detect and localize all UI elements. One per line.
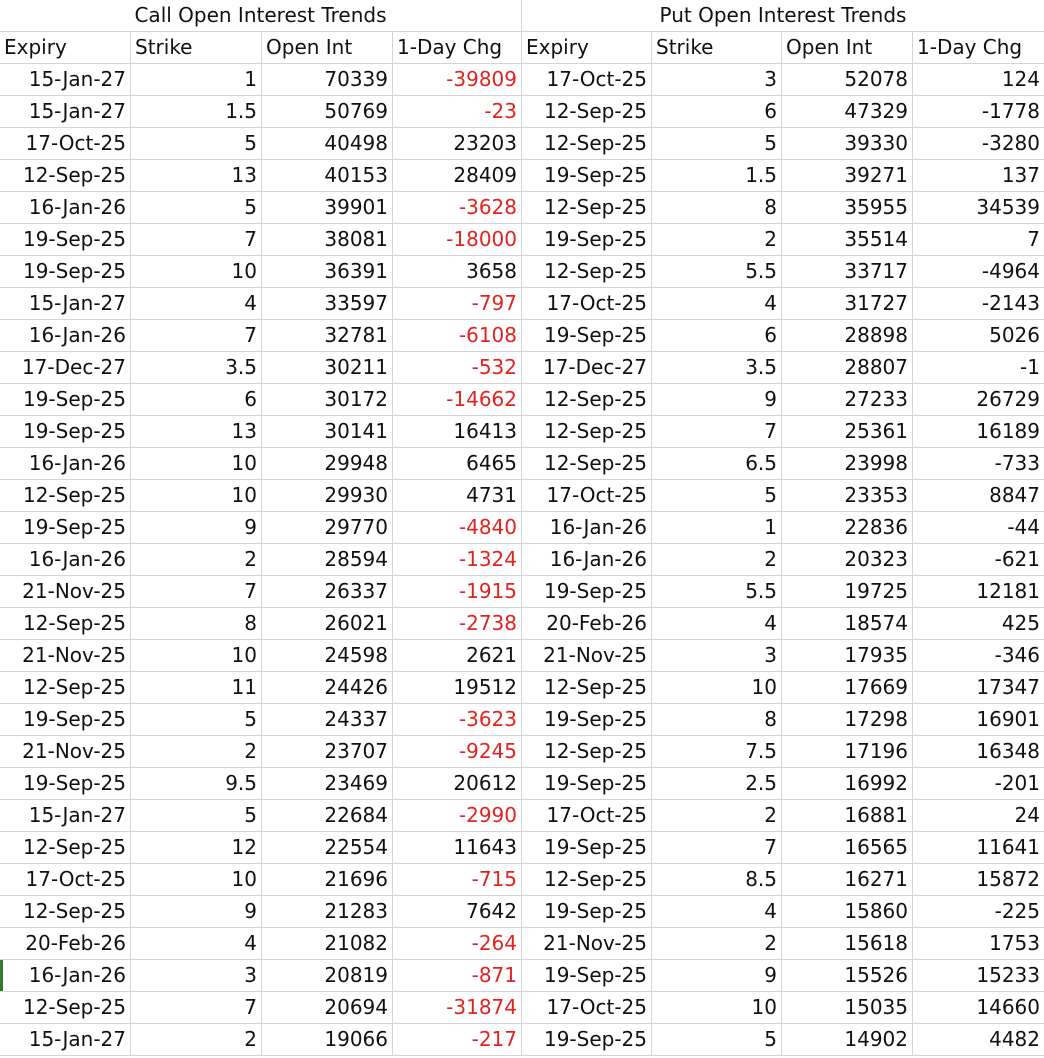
call-cell-open-int[interactable]: 29930 [262, 480, 393, 512]
put-cell-strike[interactable]: 4 [652, 608, 782, 640]
put-cell-strike[interactable]: 5 [652, 1024, 782, 1056]
call-cell-strike[interactable]: 10 [131, 448, 262, 480]
put-cell-open-int[interactable]: 17196 [782, 736, 913, 768]
put-cell-expiry[interactable]: 12-Sep-25 [522, 672, 652, 704]
call-cell-expiry[interactable]: 12-Sep-25 [0, 896, 131, 928]
call-cell-expiry[interactable]: 17-Dec-27 [0, 352, 131, 384]
put-cell-open-int[interactable]: 22836 [782, 512, 913, 544]
put-cell-open-int[interactable]: 35955 [782, 192, 913, 224]
put-cell-expiry[interactable]: 19-Sep-25 [522, 224, 652, 256]
call-cell-expiry[interactable]: 15-Jan-27 [0, 1024, 131, 1056]
call-cell-expiry[interactable]: 12-Sep-25 [0, 160, 131, 192]
table-row [0, 384, 1044, 416]
call-cell-open-int[interactable]: 36391 [262, 256, 393, 288]
put-cell-1-day-chg[interactable]: 11641 [913, 832, 1044, 864]
put-cell-strike[interactable]: 5.5 [652, 256, 782, 288]
put-cell-strike[interactable]: 7.5 [652, 736, 782, 768]
put-cell-1-day-chg[interactable]: 425 [913, 608, 1044, 640]
put-cell-strike[interactable]: 4 [652, 896, 782, 928]
put-cell-expiry[interactable]: 17-Oct-25 [522, 800, 652, 832]
put-cell-strike[interactable]: 7 [652, 832, 782, 864]
table-row [0, 448, 1044, 480]
table-row [0, 960, 1044, 992]
call-cell-expiry[interactable]: 15-Jan-27 [0, 288, 131, 320]
put-cell-1-day-chg[interactable]: -1778 [913, 96, 1044, 128]
put-cell-expiry[interactable]: 17-Oct-25 [522, 288, 652, 320]
call-cell-expiry[interactable]: 20-Feb-26 [0, 928, 131, 960]
put-cell-open-int[interactable]: 14902 [782, 1024, 913, 1056]
call-cell-strike[interactable]: 1 [131, 64, 262, 96]
call-cell-open-int[interactable]: 22554 [262, 832, 393, 864]
call-cell-1-day-chg[interactable]: 2621 [393, 640, 522, 672]
put-cell-1-day-chg[interactable]: -2143 [913, 288, 1044, 320]
call-cell-strike[interactable]: 2 [131, 544, 262, 576]
put-cell-open-int[interactable]: 52078 [782, 64, 913, 96]
table-row [0, 992, 1044, 1024]
call-cell-expiry[interactable]: 19-Sep-25 [0, 704, 131, 736]
put-cell-expiry[interactable]: 19-Sep-25 [522, 320, 652, 352]
table-row [0, 352, 1044, 384]
call-cell-open-int[interactable]: 22684 [262, 800, 393, 832]
call-cell-1-day-chg[interactable]: -39809 [393, 64, 522, 96]
table-row [0, 544, 1044, 576]
call-cell-strike[interactable]: 4 [131, 928, 262, 960]
call-cell-1-day-chg[interactable]: -2990 [393, 800, 522, 832]
table-row [0, 672, 1044, 704]
call-cell-open-int[interactable]: 50769 [262, 96, 393, 128]
put-cell-1-day-chg[interactable]: 137 [913, 160, 1044, 192]
put-cell-1-day-chg[interactable]: -346 [913, 640, 1044, 672]
call-cell-open-int[interactable]: 29948 [262, 448, 393, 480]
call-cell-strike[interactable]: 7 [131, 224, 262, 256]
header-row [0, 32, 1044, 64]
put-cell-strike[interactable]: 2.5 [652, 768, 782, 800]
table-row [0, 128, 1044, 160]
put-cell-expiry[interactable]: 12-Sep-25 [522, 128, 652, 160]
put-cell-1-day-chg[interactable]: -225 [913, 896, 1044, 928]
call-cell-open-int[interactable]: 26337 [262, 576, 393, 608]
put-header-strike[interactable]: Strike [652, 32, 782, 64]
put-cell-open-int[interactable]: 17935 [782, 640, 913, 672]
put-cell-open-int[interactable]: 20323 [782, 544, 913, 576]
call-cell-open-int[interactable]: 38081 [262, 224, 393, 256]
call-cell-strike[interactable]: 5 [131, 800, 262, 832]
call-cell-strike[interactable]: 5 [131, 192, 262, 224]
put-cell-strike[interactable]: 3 [652, 640, 782, 672]
call-cell-1-day-chg[interactable]: -18000 [393, 224, 522, 256]
call-cell-strike[interactable]: 3.5 [131, 352, 262, 384]
put-cell-open-int[interactable]: 31727 [782, 288, 913, 320]
call-cell-1-day-chg[interactable]: -2738 [393, 608, 522, 640]
table-row [0, 256, 1044, 288]
put-cell-expiry[interactable]: 12-Sep-25 [522, 864, 652, 896]
table-row [0, 704, 1044, 736]
call-cell-1-day-chg[interactable]: -14662 [393, 384, 522, 416]
call-cell-open-int[interactable]: 19066 [262, 1024, 393, 1056]
call-cell-1-day-chg[interactable]: 20612 [393, 768, 522, 800]
put-cell-1-day-chg[interactable]: -201 [913, 768, 1044, 800]
title-row [0, 0, 1044, 32]
call-cell-open-int[interactable]: 40153 [262, 160, 393, 192]
put-cell-open-int[interactable]: 15860 [782, 896, 913, 928]
call-cell-1-day-chg[interactable]: -217 [393, 1024, 522, 1056]
call-cell-1-day-chg[interactable]: -4840 [393, 512, 522, 544]
call-cell-expiry[interactable]: 12-Sep-25 [0, 672, 131, 704]
call-cell-1-day-chg[interactable]: -23 [393, 96, 522, 128]
put-cell-expiry[interactable]: 12-Sep-25 [522, 96, 652, 128]
put-cell-1-day-chg[interactable]: 16189 [913, 416, 1044, 448]
call-cell-strike[interactable]: 2 [131, 1024, 262, 1056]
table-row [0, 608, 1044, 640]
put-cell-expiry[interactable]: 19-Sep-25 [522, 160, 652, 192]
put-cell-strike[interactable]: 2 [652, 224, 782, 256]
call-cell-1-day-chg[interactable]: -715 [393, 864, 522, 896]
put-cell-1-day-chg[interactable]: 15233 [913, 960, 1044, 992]
call-section-title[interactable]: Call Open Interest Trends [0, 0, 522, 32]
put-cell-strike[interactable]: 7 [652, 416, 782, 448]
put-cell-open-int[interactable]: 16565 [782, 832, 913, 864]
call-cell-open-int[interactable]: 24598 [262, 640, 393, 672]
call-cell-1-day-chg[interactable]: 19512 [393, 672, 522, 704]
call-cell-expiry[interactable]: 19-Sep-25 [0, 512, 131, 544]
call-header-strike[interactable]: Strike [131, 32, 262, 64]
call-cell-strike[interactable]: 10 [131, 256, 262, 288]
put-cell-strike[interactable]: 8 [652, 704, 782, 736]
put-cell-1-day-chg[interactable]: -44 [913, 512, 1044, 544]
call-cell-1-day-chg[interactable]: 6465 [393, 448, 522, 480]
call-cell-1-day-chg[interactable]: -1324 [393, 544, 522, 576]
put-cell-1-day-chg[interactable]: 16348 [913, 736, 1044, 768]
call-cell-strike[interactable]: 1.5 [131, 96, 262, 128]
call-cell-expiry[interactable]: 12-Sep-25 [0, 608, 131, 640]
put-header-expiry[interactable]: Expiry [522, 32, 652, 64]
call-cell-expiry[interactable]: 16-Jan-26 [0, 544, 131, 576]
put-cell-expiry[interactable]: 16-Jan-26 [522, 512, 652, 544]
call-cell-expiry[interactable]: 21-Nov-25 [0, 640, 131, 672]
call-cell-strike[interactable]: 7 [131, 992, 262, 1024]
call-cell-open-int[interactable]: 39901 [262, 192, 393, 224]
call-header-open-int[interactable]: Open Int [262, 32, 393, 64]
call-cell-expiry[interactable]: 21-Nov-25 [0, 576, 131, 608]
call-cell-1-day-chg[interactable]: 16413 [393, 416, 522, 448]
call-cell-1-day-chg[interactable]: -9245 [393, 736, 522, 768]
put-cell-expiry[interactable]: 20-Feb-26 [522, 608, 652, 640]
call-cell-1-day-chg[interactable]: -532 [393, 352, 522, 384]
call-cell-strike[interactable]: 5 [131, 704, 262, 736]
call-cell-1-day-chg[interactable]: -3628 [393, 192, 522, 224]
call-cell-strike[interactable]: 7 [131, 576, 262, 608]
put-cell-expiry[interactable]: 19-Sep-25 [522, 1024, 652, 1056]
put-cell-strike[interactable]: 5.5 [652, 576, 782, 608]
put-cell-open-int[interactable]: 17669 [782, 672, 913, 704]
call-cell-expiry[interactable]: 19-Sep-25 [0, 416, 131, 448]
put-cell-expiry[interactable]: 12-Sep-25 [522, 416, 652, 448]
put-cell-expiry[interactable]: 12-Sep-25 [522, 448, 652, 480]
table-row [0, 64, 1044, 96]
put-cell-strike[interactable]: 1.5 [652, 160, 782, 192]
put-cell-1-day-chg[interactable]: -4964 [913, 256, 1044, 288]
call-cell-1-day-chg[interactable]: 4731 [393, 480, 522, 512]
table-row [0, 480, 1044, 512]
call-cell-expiry[interactable]: 15-Jan-27 [0, 96, 131, 128]
put-cell-open-int[interactable]: 39271 [782, 160, 913, 192]
call-cell-strike[interactable]: 10 [131, 640, 262, 672]
put-cell-1-day-chg[interactable]: 14660 [913, 992, 1044, 1024]
table-row [0, 320, 1044, 352]
table-row [0, 768, 1044, 800]
call-cell-expiry[interactable]: 16-Jan-26 [0, 320, 131, 352]
call-cell-expiry[interactable]: 17-Oct-25 [0, 128, 131, 160]
call-cell-1-day-chg[interactable]: -1915 [393, 576, 522, 608]
put-cell-strike[interactable]: 8 [652, 192, 782, 224]
call-cell-strike[interactable]: 13 [131, 416, 262, 448]
call-cell-open-int[interactable]: 23469 [262, 768, 393, 800]
call-cell-strike[interactable]: 5 [131, 128, 262, 160]
call-cell-expiry[interactable]: 17-Oct-25 [0, 864, 131, 896]
table-row [0, 416, 1044, 448]
put-cell-strike[interactable]: 6 [652, 320, 782, 352]
put-cell-strike[interactable]: 9 [652, 384, 782, 416]
table-row [0, 832, 1044, 864]
put-cell-1-day-chg[interactable]: 34539 [913, 192, 1044, 224]
call-cell-open-int[interactable]: 30211 [262, 352, 393, 384]
put-cell-open-int[interactable]: 16271 [782, 864, 913, 896]
put-cell-strike[interactable]: 2 [652, 800, 782, 832]
call-cell-strike[interactable]: 13 [131, 160, 262, 192]
call-cell-1-day-chg[interactable]: 23203 [393, 128, 522, 160]
put-cell-open-int[interactable]: 17298 [782, 704, 913, 736]
put-cell-1-day-chg[interactable]: 7 [913, 224, 1044, 256]
put-cell-open-int[interactable]: 23998 [782, 448, 913, 480]
call-cell-1-day-chg[interactable]: 3658 [393, 256, 522, 288]
call-cell-open-int[interactable]: 28594 [262, 544, 393, 576]
put-cell-strike[interactable]: 8.5 [652, 864, 782, 896]
call-cell-1-day-chg[interactable]: -797 [393, 288, 522, 320]
call-cell-expiry[interactable]: 12-Sep-25 [0, 480, 131, 512]
put-cell-expiry[interactable]: 12-Sep-25 [522, 384, 652, 416]
put-cell-strike[interactable]: 6.5 [652, 448, 782, 480]
put-cell-1-day-chg[interactable]: 4482 [913, 1024, 1044, 1056]
put-cell-expiry[interactable]: 17-Oct-25 [522, 480, 652, 512]
put-cell-open-int[interactable]: 28807 [782, 352, 913, 384]
call-cell-expiry[interactable]: 12-Sep-25 [0, 832, 131, 864]
put-cell-open-int[interactable]: 15618 [782, 928, 913, 960]
put-cell-strike[interactable]: 2 [652, 544, 782, 576]
call-cell-strike[interactable]: 9.5 [131, 768, 262, 800]
put-cell-strike[interactable]: 4 [652, 288, 782, 320]
put-cell-strike[interactable]: 2 [652, 928, 782, 960]
call-cell-1-day-chg[interactable]: -6108 [393, 320, 522, 352]
put-cell-1-day-chg[interactable]: 17347 [913, 672, 1044, 704]
call-cell-expiry[interactable]: 16-Jan-26 [0, 960, 131, 992]
call-cell-strike[interactable]: 10 [131, 480, 262, 512]
put-cell-1-day-chg[interactable]: 12181 [913, 576, 1044, 608]
call-cell-strike[interactable]: 3 [131, 960, 262, 992]
call-cell-open-int[interactable]: 40498 [262, 128, 393, 160]
put-cell-open-int[interactable]: 15035 [782, 992, 913, 1024]
table-row [0, 192, 1044, 224]
put-cell-1-day-chg[interactable]: -1 [913, 352, 1044, 384]
call-cell-1-day-chg[interactable]: -3623 [393, 704, 522, 736]
table-row [0, 1024, 1044, 1056]
put-cell-strike[interactable]: 1 [652, 512, 782, 544]
put-cell-open-int[interactable]: 47329 [782, 96, 913, 128]
call-cell-expiry[interactable]: 21-Nov-25 [0, 736, 131, 768]
table-row [0, 928, 1044, 960]
call-cell-strike[interactable]: 10 [131, 864, 262, 896]
put-cell-expiry[interactable]: 19-Sep-25 [522, 832, 652, 864]
put-cell-expiry[interactable]: 12-Sep-25 [522, 256, 652, 288]
call-cell-1-day-chg[interactable]: 28409 [393, 160, 522, 192]
put-cell-expiry[interactable]: 17-Oct-25 [522, 992, 652, 1024]
put-cell-open-int[interactable]: 33717 [782, 256, 913, 288]
put-cell-1-day-chg[interactable]: 8847 [913, 480, 1044, 512]
put-cell-1-day-chg[interactable]: 16901 [913, 704, 1044, 736]
put-cell-open-int[interactable]: 35514 [782, 224, 913, 256]
call-cell-open-int[interactable]: 24426 [262, 672, 393, 704]
table-row [0, 288, 1044, 320]
call-cell-expiry[interactable]: 19-Sep-25 [0, 224, 131, 256]
call-cell-strike[interactable]: 6 [131, 384, 262, 416]
call-cell-strike[interactable]: 4 [131, 288, 262, 320]
put-cell-expiry[interactable]: 19-Sep-25 [522, 768, 652, 800]
put-cell-open-int[interactable]: 25361 [782, 416, 913, 448]
table-row [0, 640, 1044, 672]
call-cell-1-day-chg[interactable]: -31874 [393, 992, 522, 1024]
call-cell-strike[interactable]: 9 [131, 896, 262, 928]
put-cell-open-int[interactable]: 23353 [782, 480, 913, 512]
call-cell-open-int[interactable]: 33597 [262, 288, 393, 320]
call-cell-open-int[interactable]: 20819 [262, 960, 393, 992]
put-cell-strike[interactable]: 6 [652, 96, 782, 128]
put-cell-strike[interactable]: 5 [652, 480, 782, 512]
call-cell-expiry[interactable]: 16-Jan-26 [0, 448, 131, 480]
table-row [0, 896, 1044, 928]
call-cell-strike[interactable]: 7 [131, 320, 262, 352]
put-cell-expiry[interactable]: 21-Nov-25 [522, 640, 652, 672]
put-cell-expiry[interactable]: 16-Jan-26 [522, 544, 652, 576]
put-cell-1-day-chg[interactable]: -3280 [913, 128, 1044, 160]
put-cell-open-int[interactable]: 18574 [782, 608, 913, 640]
put-cell-expiry[interactable]: 17-Dec-27 [522, 352, 652, 384]
call-cell-open-int[interactable]: 20694 [262, 992, 393, 1024]
put-cell-expiry[interactable]: 19-Sep-25 [522, 704, 652, 736]
put-cell-expiry[interactable]: 19-Sep-25 [522, 896, 652, 928]
call-cell-open-int[interactable]: 23707 [262, 736, 393, 768]
put-cell-1-day-chg[interactable]: -621 [913, 544, 1044, 576]
put-cell-expiry[interactable]: 21-Nov-25 [522, 928, 652, 960]
put-cell-1-day-chg[interactable]: 24 [913, 800, 1044, 832]
put-cell-open-int[interactable]: 16881 [782, 800, 913, 832]
put-cell-expiry[interactable]: 17-Oct-25 [522, 64, 652, 96]
call-cell-open-int[interactable]: 32781 [262, 320, 393, 352]
call-cell-open-int[interactable]: 21283 [262, 896, 393, 928]
call-cell-open-int[interactable]: 21082 [262, 928, 393, 960]
table-row [0, 160, 1044, 192]
put-cell-open-int[interactable]: 27233 [782, 384, 913, 416]
call-cell-open-int[interactable]: 30172 [262, 384, 393, 416]
call-cell-1-day-chg[interactable]: -871 [393, 960, 522, 992]
call-cell-strike[interactable]: 2 [131, 736, 262, 768]
call-cell-1-day-chg[interactable]: 11643 [393, 832, 522, 864]
call-cell-strike[interactable]: 11 [131, 672, 262, 704]
put-header-1-day-chg[interactable]: 1-Day Chg [913, 32, 1044, 64]
put-header-open-int[interactable]: Open Int [782, 32, 913, 64]
put-cell-expiry[interactable]: 12-Sep-25 [522, 192, 652, 224]
table-row [0, 224, 1044, 256]
table-row [0, 800, 1044, 832]
put-cell-1-day-chg[interactable]: 26729 [913, 384, 1044, 416]
call-header-1-day-chg[interactable]: 1-Day Chg [393, 32, 522, 64]
put-cell-open-int[interactable]: 39330 [782, 128, 913, 160]
put-cell-1-day-chg[interactable]: 5026 [913, 320, 1044, 352]
call-cell-open-int[interactable]: 70339 [262, 64, 393, 96]
put-cell-1-day-chg[interactable]: 1753 [913, 928, 1044, 960]
table-row [0, 512, 1044, 544]
call-cell-strike[interactable]: 12 [131, 832, 262, 864]
table-row [0, 576, 1044, 608]
call-cell-open-int[interactable]: 30141 [262, 416, 393, 448]
call-cell-1-day-chg[interactable]: 7642 [393, 896, 522, 928]
put-cell-strike[interactable]: 10 [652, 992, 782, 1024]
call-cell-open-int[interactable]: 24337 [262, 704, 393, 736]
put-cell-1-day-chg[interactable]: 15872 [913, 864, 1044, 896]
call-cell-expiry[interactable]: 15-Jan-27 [0, 800, 131, 832]
put-cell-open-int[interactable]: 28898 [782, 320, 913, 352]
call-header-expiry[interactable]: Expiry [0, 32, 131, 64]
put-cell-expiry[interactable]: 12-Sep-25 [522, 736, 652, 768]
call-cell-expiry[interactable]: 16-Jan-26 [0, 192, 131, 224]
call-cell-strike[interactable]: 8 [131, 608, 262, 640]
table-row [0, 96, 1044, 128]
put-cell-strike[interactable]: 9 [652, 960, 782, 992]
call-cell-open-int[interactable]: 21696 [262, 864, 393, 896]
call-cell-expiry[interactable]: 12-Sep-25 [0, 992, 131, 1024]
put-cell-1-day-chg[interactable]: -733 [913, 448, 1044, 480]
put-cell-open-int[interactable]: 15526 [782, 960, 913, 992]
put-section-title[interactable]: Put Open Interest Trends [522, 0, 1044, 32]
call-cell-expiry[interactable]: 15-Jan-27 [0, 64, 131, 96]
table-row [0, 736, 1044, 768]
call-cell-1-day-chg[interactable]: -264 [393, 928, 522, 960]
call-cell-strike[interactable]: 9 [131, 512, 262, 544]
put-cell-1-day-chg[interactable]: 124 [913, 64, 1044, 96]
call-cell-open-int[interactable]: 29770 [262, 512, 393, 544]
put-cell-strike[interactable]: 3.5 [652, 352, 782, 384]
put-cell-strike[interactable]: 5 [652, 128, 782, 160]
call-cell-open-int[interactable]: 26021 [262, 608, 393, 640]
call-cell-expiry[interactable]: 19-Sep-25 [0, 384, 131, 416]
table-row [0, 864, 1044, 896]
put-cell-expiry[interactable]: 19-Sep-25 [522, 960, 652, 992]
put-cell-strike[interactable]: 10 [652, 672, 782, 704]
call-cell-expiry[interactable]: 19-Sep-25 [0, 256, 131, 288]
put-cell-strike[interactable]: 3 [652, 64, 782, 96]
put-cell-open-int[interactable]: 16992 [782, 768, 913, 800]
call-cell-expiry[interactable]: 19-Sep-25 [0, 768, 131, 800]
put-cell-open-int[interactable]: 19725 [782, 576, 913, 608]
put-cell-expiry[interactable]: 19-Sep-25 [522, 576, 652, 608]
